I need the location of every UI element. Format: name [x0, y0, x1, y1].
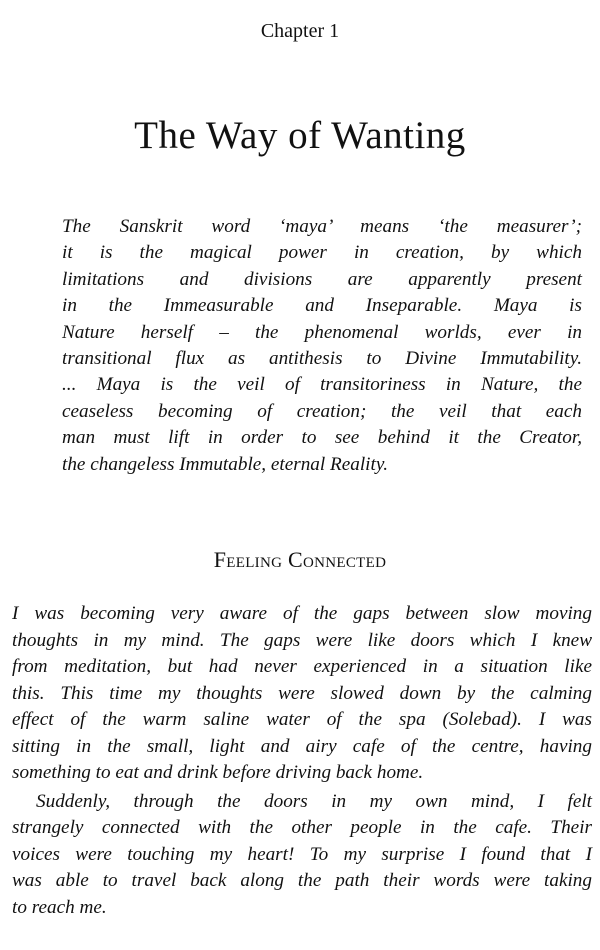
body-line: thoughts in my mind. The gaps were like doors which I knew: [12, 629, 592, 651]
chapter-label: Chapter 1: [260, 20, 340, 42]
epigraph-line: Nature herself – the phenomenal worlds, ever in: [62, 321, 582, 343]
epigraph-line: ceaseless becoming of creation; the veil that each: [62, 400, 582, 422]
epigraph-line: limitations and divisions are apparently present: [62, 268, 582, 290]
body-line: sitting in the small, light and airy cafe of the centre, having: [12, 735, 592, 757]
body-line: to reach me.: [12, 896, 107, 918]
epigraph-line: the changeless Immutable, eternal Reality.: [62, 453, 389, 475]
epigraph-line: in the Immeasurable and Inseparable. Maya is: [62, 295, 582, 317]
body-line: strangely connected with the other people in the cafe. Their: [12, 817, 592, 838]
body-text: [12, 601, 592, 921]
body-line: was able to travel back along the path their words were taking: [12, 870, 592, 891]
epigraph-line: man must lift in order to see behind it the Creator,: [62, 427, 582, 449]
paragraph: [12, 601, 592, 787]
chapter-title: The Way of Wanting: [134, 114, 466, 157]
body-line: from meditation, but had never experienced in a situation like: [12, 656, 592, 677]
body-line: Suddenly, through the doors in my own mind, I felt: [36, 790, 592, 812]
body-line: something to eat and drink before driving back home.: [12, 762, 424, 783]
body-line: voices were touching my heart! To my surprise I found that I: [12, 843, 592, 865]
paragraph: [12, 789, 592, 922]
epigraph-quote: [62, 214, 582, 478]
epigraph-line: The Sanskrit word ‘maya’ means ‘the measurer’;: [62, 216, 582, 237]
epigraph-line: transitional flux as antithesis to Divine Immutability.: [62, 348, 582, 370]
epigraph-line: ... Maya is the veil of transitoriness in Nature, the: [62, 374, 582, 396]
section-heading: Feeling Connected: [213, 547, 387, 572]
body-line: I was becoming very aware of the gaps between slow moving: [12, 603, 592, 624]
epigraph-line: it is the magical power in creation, by which: [62, 242, 582, 264]
body-line: effect of the warm saline water of the spa (Solebad). I was: [12, 709, 592, 730]
body-line: this. This time my thoughts were slowed down by the calming: [12, 682, 592, 704]
